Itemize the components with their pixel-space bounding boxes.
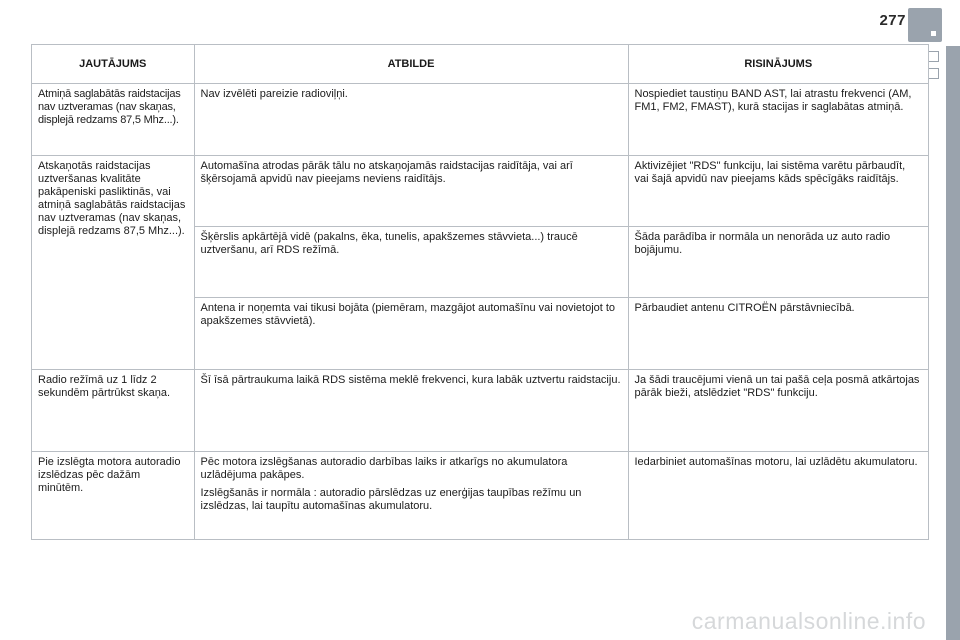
table-row bbox=[32, 84, 928, 156]
solution-cell: Pārbaudiet antenu CITROËN pārstāvniecībā. bbox=[628, 298, 928, 370]
answer-cell: Antena ir noņemta vai tikusi bojāta (piemēram, mazgājot automašīnu vai novietojot to apakšzemes stāvvietā). bbox=[194, 298, 628, 370]
header-solution: RISINĀJUMS bbox=[628, 45, 928, 84]
answer-cell bbox=[194, 452, 628, 540]
table-header-row bbox=[32, 45, 928, 84]
answer-cell: Šī īsā pārtraukuma laikā RDS sistēma meklē frekvenci, kura labāk uztvertu raidstaciju. bbox=[194, 370, 628, 452]
header-answer: ATBILDE bbox=[194, 45, 628, 84]
chapter-tab bbox=[908, 8, 942, 42]
question-cell: Pie izslēgta motora autoradio izslēdzas pēc dažām minūtēm. bbox=[32, 452, 194, 540]
side-box-bottom bbox=[928, 68, 939, 79]
side-bar bbox=[946, 46, 960, 640]
answer-cell: Nav izvēlēti pareizie radioviļņi. bbox=[194, 84, 628, 156]
table-row bbox=[32, 452, 928, 540]
header-question: JAUTĀJUMS bbox=[32, 45, 194, 84]
watermark: carmanualsonline.info bbox=[691, 608, 926, 634]
answer-paragraph: Pēc motora izslēgšanas autoradio darbības laiks ir atkarīgs no akumulatora uzlādējuma pakāpes. bbox=[200, 456, 568, 481]
solution-cell: Šāda parādība ir normāla un nenorāda uz auto radio bojājumu. bbox=[628, 227, 928, 298]
troubleshooting-table-frame bbox=[31, 44, 929, 540]
question-cell: Atskaņotās raidstacijas uztveršanas kvalitāte pakāpeniski pasliktinās, vai atmiņā saglabātās raidstacijas nav uztveramas (nav skaņas, displejā redzams 87,5 Mhz...). bbox=[32, 156, 194, 370]
answer-cell: Automašīna atrodas pārāk tālu no atskaņojamās raidstacijas raidītāja, vai arī šķērsojamā apvidū nav pieejams neviens raidītājs. bbox=[194, 156, 628, 227]
solution-cell: Aktivizējiet "RDS" funkciju, lai sistēma varētu pārbaudīt, vai šajā apvidū nav pieejams kāds spēcīgāks raidītājs. bbox=[628, 156, 928, 227]
solution-cell: Ja šādi traucējumi vienā un tai pašā ceļa posmā atkārtojas pārāk bieži, atslēdziet "RDS" funkciju. bbox=[628, 370, 928, 452]
answer-paragraph: Izslēgšanās ir normāla : autoradio pārslēdzas uz enerģijas taupības režīmu un izslēdzas, lai taupītu automašīnas akumulatoru. bbox=[200, 487, 582, 512]
tab-marker bbox=[931, 31, 936, 36]
table-row bbox=[32, 370, 928, 452]
question-cell: Atmiņā saglabātās raidstacijas nav uztveramas (nav skaņas, displejā redzams 87,5 Mhz...). bbox=[32, 84, 194, 156]
side-box-top bbox=[928, 51, 939, 62]
question-cell: Radio režīmā uz 1 līdz 2 sekundēm pārtrūkst skaņa. bbox=[32, 370, 194, 452]
page-number: 277 bbox=[879, 12, 906, 29]
answer-cell: Šķērslis apkārtējā vidē (pakalns, ēka, tunelis, apakšzemes stāvvieta...) traucē uztveršanu, arī RDS režīmā. bbox=[194, 227, 628, 298]
solution-cell: Nospiediet taustiņu BAND AST, lai atrastu frekvenci (AM, FM1, FM2, FMAST), kurā stacijas ir saglabātas atmiņā. bbox=[628, 84, 928, 156]
troubleshooting-table bbox=[32, 45, 928, 540]
solution-cell: Iedarbiniet automašīnas motoru, lai uzlādētu akumulatoru. bbox=[628, 452, 928, 540]
table-row bbox=[32, 156, 928, 227]
